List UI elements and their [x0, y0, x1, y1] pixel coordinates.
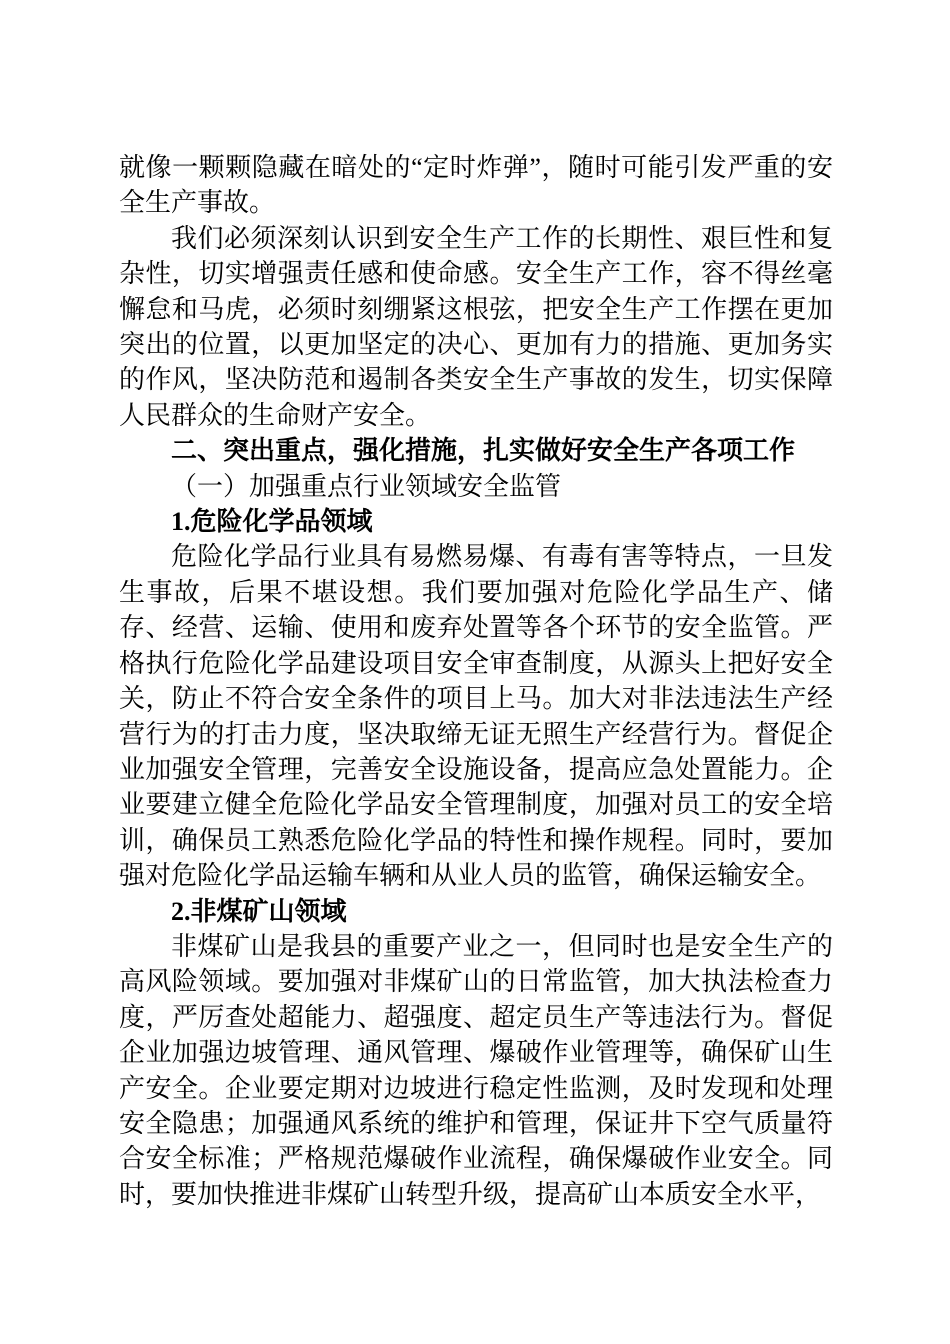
paragraph: 危险化学品行业具有易燃易爆、有毒有害等特点，一旦发生事故，后果不堪设想。我们要加强对危险化学品生产、储存、经营、运输、使用和废弃处置等各个环节的安全监管。严格执行危险化学品建设项目安全审查制度，从源头上把好安全关，防止不符合安全条件的项目上马。加大对非法违法生产经营行为的打击力度，坚决取缔无证无照生产经营行为。督促企业加强安全管理，完善安全设施设备，提高应急处置能力。企业要建立健全危险化学品安全管理制度，加强对员工的安全培训，确保员工熟悉危险化学品的特性和操作规程。同时，要加强对危险化学品运输车辆和从业人员的监管，确保运输安全。 [119, 542, 833, 891]
paragraph: 非煤矿山是我县的重要产业之一，但同时也是安全生产的高风险领域。要加强对非煤矿山的日常监管，加大执法检查力度，严厉查处超能力、超强度、超定员生产等违法行为。督促企业加强边坡管理、通风管理、爆破作业管理等，确保矿山生产安全。企业要定期对边坡进行稳定性监测，及时发现和处理安全隐患；加强通风系统的维护和管理，保证井下空气质量符合安全标准；严格规范爆破作业流程，确保爆破作业安全。同时，要加快推进非煤矿山转型升级，提高矿山本质安全水平， [119, 931, 833, 1209]
paragraph-continuation: 就像一颗颗隐藏在暗处的“定时炸弹”，随时可能引发严重的安全生产事故。 [119, 153, 833, 218]
item-heading-non-coal-mines: 2.非煤矿山领域 [171, 896, 347, 926]
paragraph: 我们必须深刻认识到安全生产工作的长期性、艰巨性和复杂性，切实增强责任感和使命感。安全生产工作，容不得丝毫懈怠和马虎，必须时刻绷紧这根弦，把安全生产工作摆在更加突出的位置，以更加坚定的决心、更加有力的措施、更加务实的作风，坚决防范和遏制各类安全生产事故的发生，切实保障人民群众的生命财产安全。 [119, 223, 833, 430]
section-heading: 二、突出重点，强化措施，扎实做好安全生产各项工作 [171, 435, 796, 466]
subsection-heading: （一）加强重点行业领域安全监管 [171, 471, 562, 501]
item-heading-hazardous-chemicals: 1.危险化学品领域 [171, 507, 373, 537]
